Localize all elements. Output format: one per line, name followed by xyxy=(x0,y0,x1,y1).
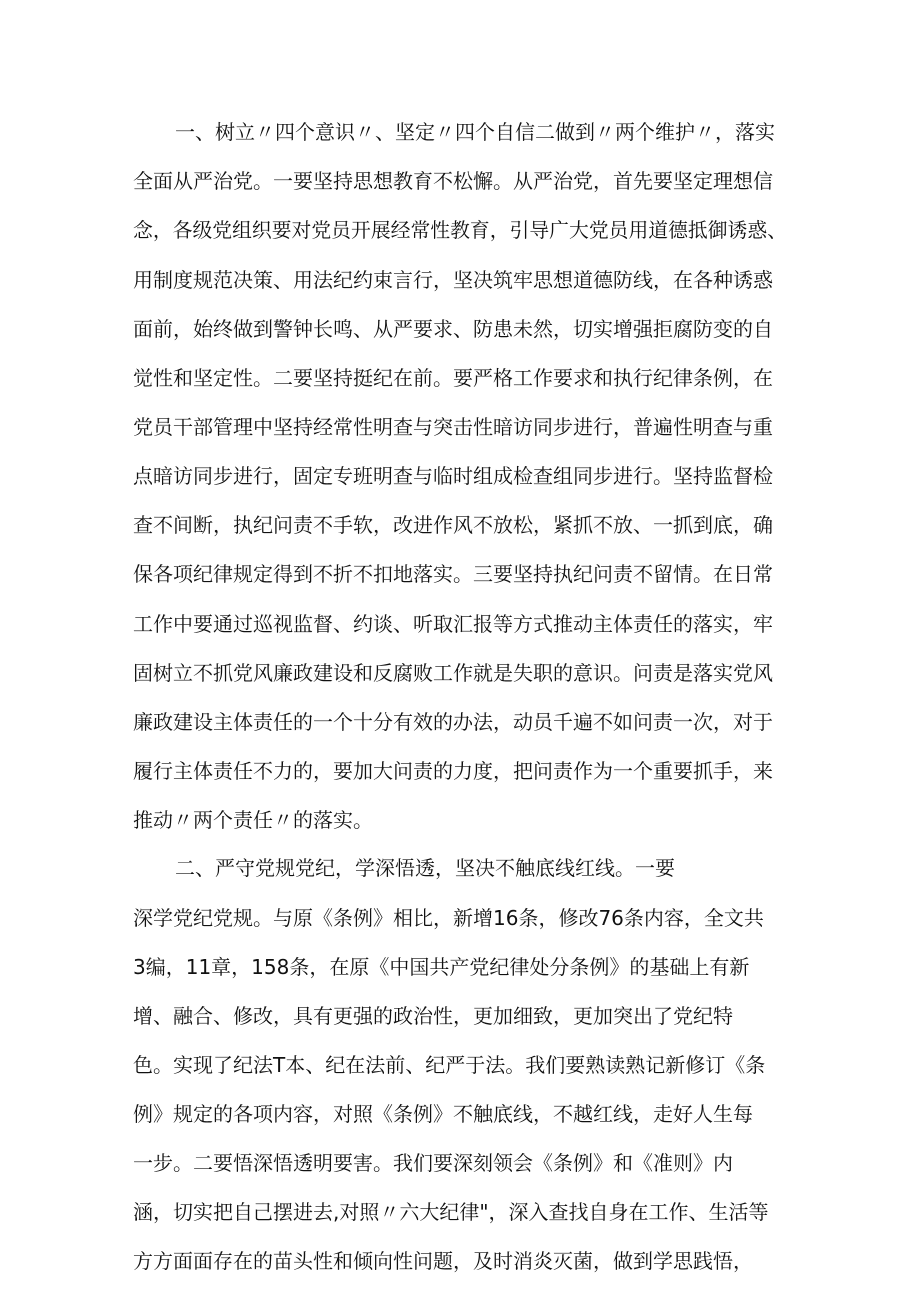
text-line: 方方面面存在的苗头性和倾向性问题，及时消炎灭菌，做到学思践悟， xyxy=(133,1249,753,1273)
text-line: 固树立不抓党风廉政建设和反腐败工作就是失职的意识。问责是落实党风 xyxy=(133,661,773,685)
text-line: 党员干部管理中坚持经常性明查与突击性暗访同步进行，普遍性明查与重 xyxy=(133,415,773,439)
text-line: 一步。二要悟深悟透明要害。我们要深刻领会《条例》和《准则》内 xyxy=(133,1151,733,1175)
text-line: 全面从严治党。一要坚持思想教育不松懈。从严治党，首先要坚定理想信 xyxy=(133,169,773,193)
text-line: 例》规定的各项内容，对照《条例》不触底线，不越红线，走好人生每 xyxy=(133,1102,753,1126)
text-line: 查不间断，执纪问责不手软，改进作风不放松，紧抓不放、一抓到底，确 xyxy=(133,513,773,537)
text-line: 履行主体责任不力的，要加大问责的力度，把问责作为一个重要抓手，来 xyxy=(133,759,773,783)
text-line: 涵，切实把自己摆进去,对照〃六大纪律"，深入查找自身在工作、生活等 xyxy=(133,1200,769,1224)
text-line: 深学党纪党规。与原《条例》相比，新增16条，修改76条内容，全文共 xyxy=(133,906,764,930)
text-line: 3编，11章，158条，在原《中国共产党纪律处分条例》的基础上有新 xyxy=(133,955,750,979)
text-line: 工作中要通过巡视监督、约谈、听取汇报等方式推动主体责任的落实，牢 xyxy=(133,612,773,636)
text-line: 保各项纪律规定得到不折不扣地落实。三要坚持执纪问责不留情。在日常 xyxy=(133,562,773,586)
text-line: 二、严守党规党纪，学深悟透，坚决不触底线红线。一要 xyxy=(175,856,675,880)
text-line: 廉政建设主体责任的一个十分有效的办法，动员千遍不如问责一次，对于 xyxy=(133,710,773,734)
text-line: 用制度规范决策、用法纪约束言行，坚决筑牢思想道德防线，在各种诱惑 xyxy=(133,268,773,292)
text-line: 增、融合、修改，具有更强的政治性，更加细致，更加突出了党纪特 xyxy=(133,1004,733,1028)
text-line: 点暗访同步进行，固定专班明查与临时组成检查组同步进行。坚持监督检 xyxy=(133,464,773,488)
text-line: 面前，始终做到警钟长鸣、从严要求、防患未然，切实增强拒腐防变的自 xyxy=(133,317,773,341)
text-line: 一、树立〃四个意识〃、坚定〃四个自信二做到〃两个维护〃，落实 xyxy=(175,120,775,144)
text-line: 色。实现了纪法T本、纪在法前、纪严于法。我们要熟读熟记新修订《条 xyxy=(133,1053,766,1077)
text-line: 觉性和坚定性。二要坚持挺纪在前。要严格工作要求和执行纪律条例，在 xyxy=(133,366,773,390)
text-line: 念，各级党组织要对党员开展经常性教育，引导广大党员用道德抵御诱惑、 xyxy=(133,218,787,242)
text-line: 推动〃两个责任〃的落实。 xyxy=(133,808,373,832)
